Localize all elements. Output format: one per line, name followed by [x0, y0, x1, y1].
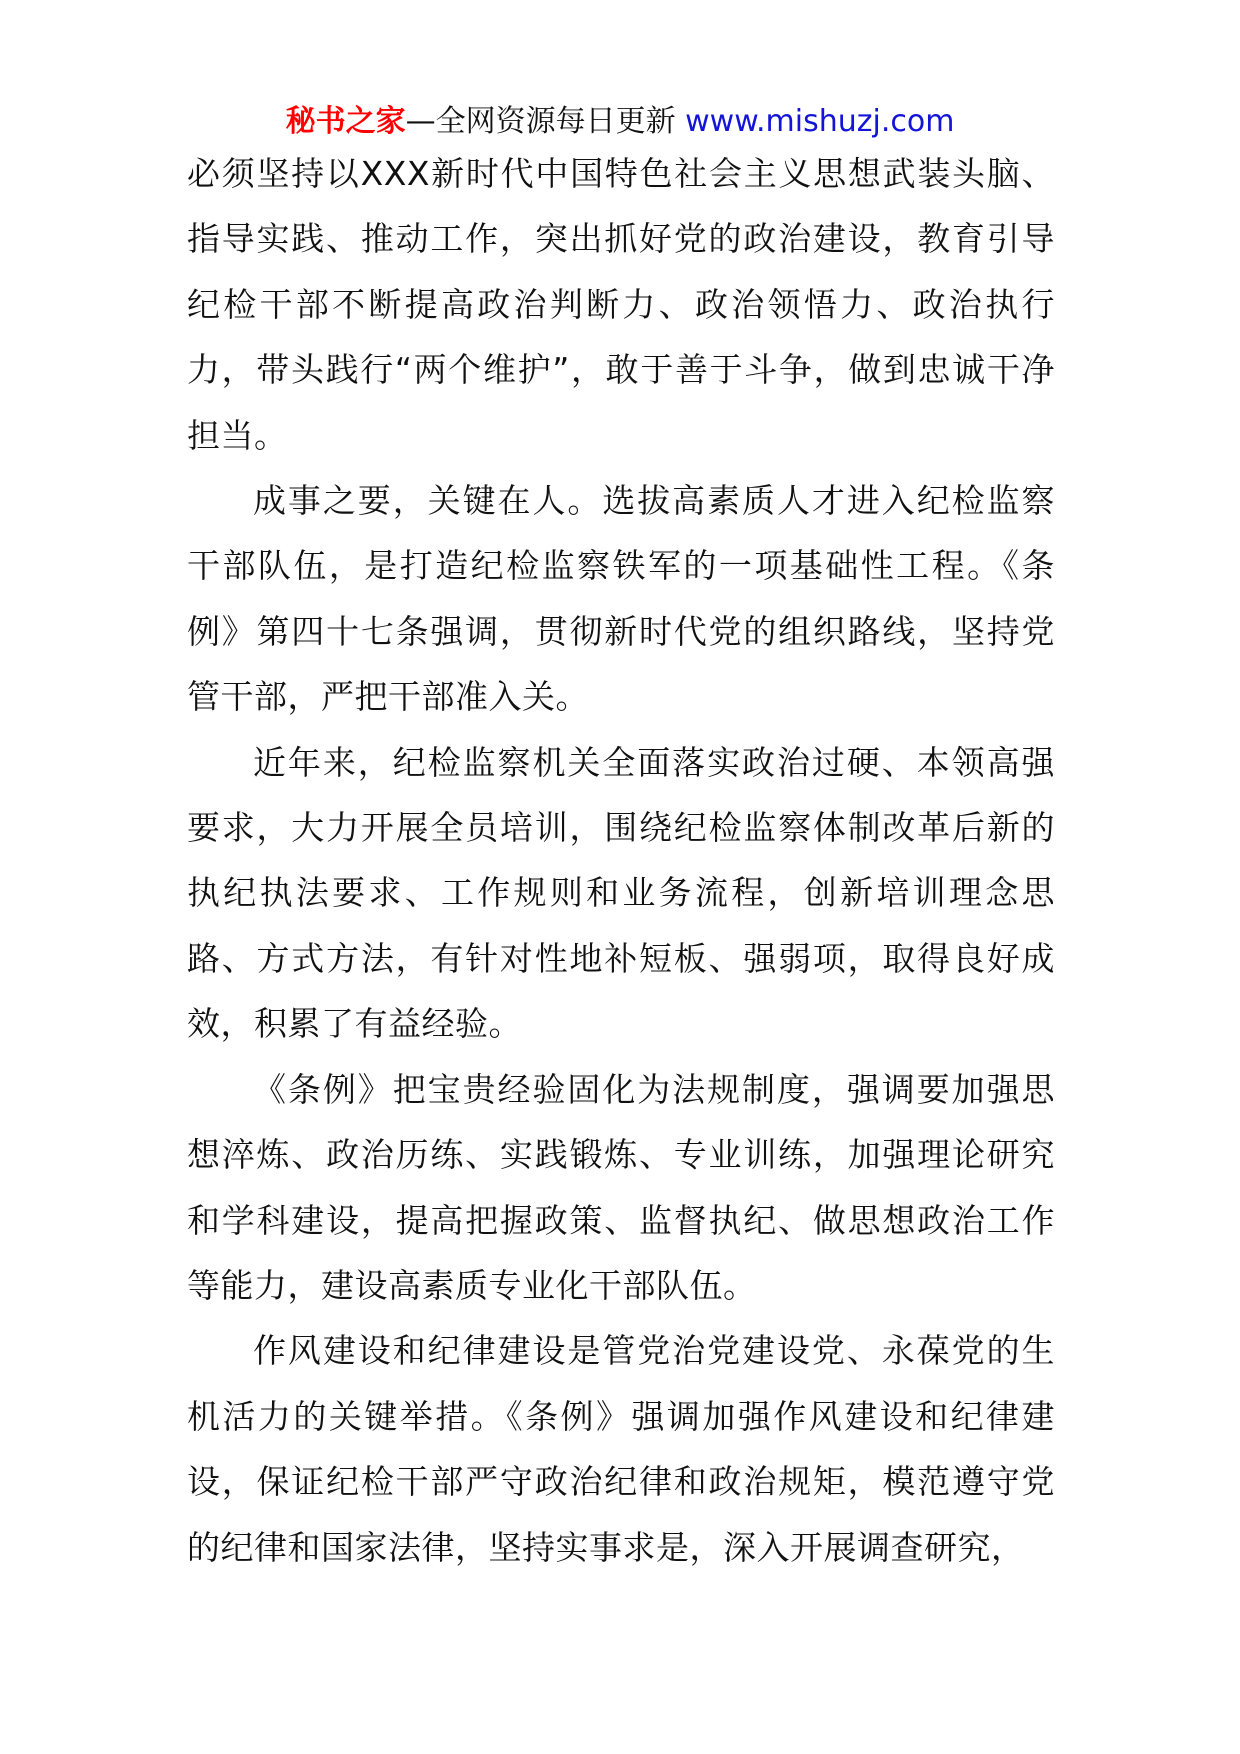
document-body — [187, 141, 1055, 1580]
paragraph: 成事之要，关键在人。选拔高素质人才进入纪检监察干部队伍，是打造纪检监察铁军的一项基础性工程。《条例》第四十七条强调，贯彻新时代党的组织路线，坚持党管干部，严把干部准入关。 — [187, 481, 1055, 717]
paragraph: 作风建设和纪律建设是管党治党建设党、永葆党的生机活力的关键举措。《条例》强调加强作风建设和纪律建设，保证纪检干部严守政治纪律和政治规矩，模范遵守党的纪律和国家法律，坚持实事求是，深入开展调查研究， — [187, 1331, 1055, 1567]
paragraph: 《条例》把宝贵经验固化为法规制度，强调要加强思想淬炼、政治历练、实践锻炼、专业训练，加强理论研究和学科建设，提高把握政策、监督执纪、做思想政治工作等能力，建设高素质专业化干部队伍。 — [187, 1069, 1055, 1305]
site-url-link[interactable]: www.mishuzj.com — [685, 104, 955, 139]
paragraph-continuation: 必须坚持以XXX新时代中国特色社会主义思想武装头脑、指导实践、推动工作，突出抓好党的政治建设，教育引导纪检干部不断提高政治判断力、政治领悟力、政治执行力，带头践行“两个维护”，敢于善于斗争，做到忠诚干净担当。 — [187, 154, 1055, 455]
header-tagline: —全网资源每日更新 — [405, 104, 676, 139]
paragraph: 近年来，纪检监察机关全面落实政治过硬、本领高强要求，大力开展全员培训，围绕纪检监察体制改革后新的执纪执法要求、工作规则和业务流程，创新培训理念思路、方式方法，有针对性地补短板、强弱项，取得良好成效，积累了有益经验。 — [187, 742, 1055, 1044]
page-header — [0, 100, 1240, 144]
brand-name: 秘书之家 — [285, 104, 406, 139]
